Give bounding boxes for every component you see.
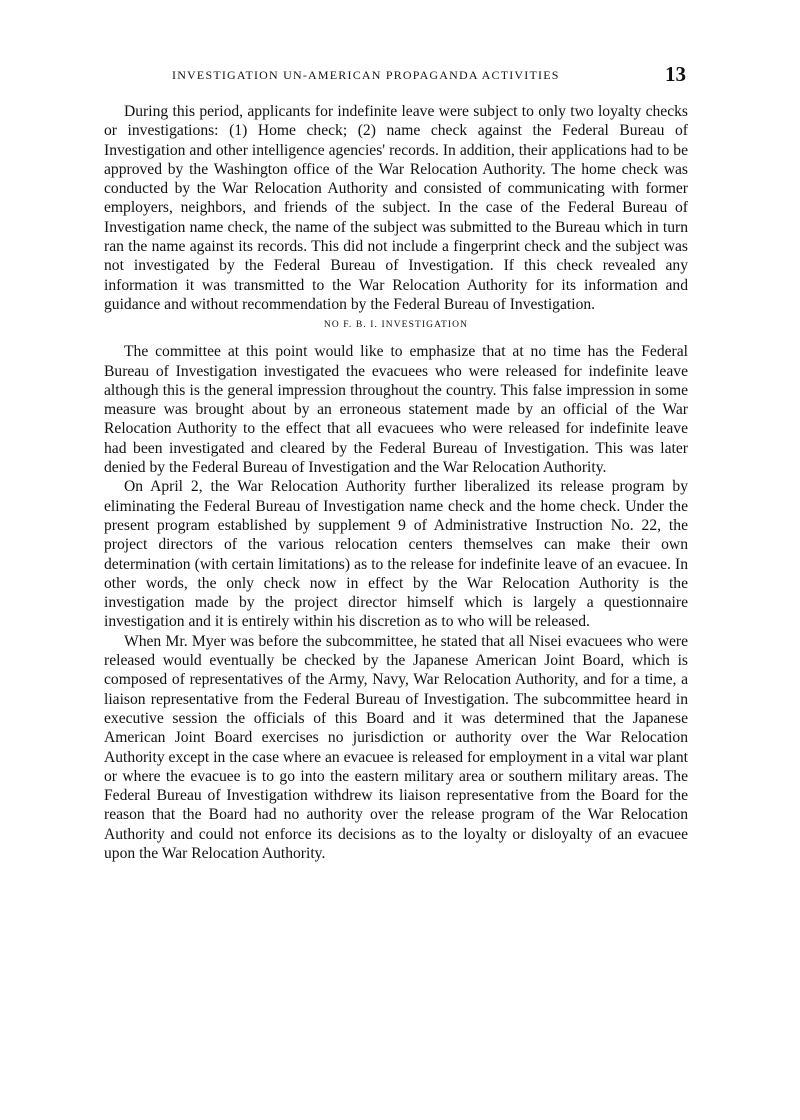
body-text xyxy=(104,102,688,863)
paragraph-committee-emphasis: The committee at this point would like to emphasize that at no time has the Federal Bureau of Investigation investigated the evacuees who were released for indefinite leave although this is the general impression throughout the country. This false impression in some measure was brought about by an erroneous statement made by an official of the War Relocation Authority to the effect that all evacuees who were released for indefinite leave had been investigated and cleared by the Federal Bureau of Investigation. This was later denied by the Federal Bureau of Investigation and the War Relocation Authority. xyxy=(104,343,688,477)
running-title: INVESTIGATION UN-AMERICAN PROPAGANDA ACTIVITIES xyxy=(172,68,560,82)
paragraph-joint-board: When Mr. Myer was before the subcommittee, he stated that all Nisei evacuees who were released would eventually be checked by the Japanese American Joint Board, which is composed of representatives of the Army, Navy, War Relocation Authority, and for a time, a liaison representative from the Federal Bureau of Investigation. The subcommittee heard in executive session the officials of this Board and it was determined that the Japanese American Joint Board exercises no jurisdiction or authority over the War Relocation Authority except in the case where an evacuee is released for employment in a vital war plant or where the evacuee is to go into the eastern military area or southern military areas. The Federal Bureau of Investigation withdrew its liaison representative from the Board for the reason that the Board had no authority over the release program of the War Relocation Authority and could not enforce its decisions as to the loyalty or disloyalty of an evacuee upon the War Relocation Authority. xyxy=(104,632,688,862)
document-page xyxy=(104,62,688,863)
section-heading: NO F. B. I. INVESTIGATION xyxy=(323,320,469,331)
paragraph-april-liberalization: On April 2, the War Relocation Authority further liberalized its release program by eliminating the Federal Bureau of Investigation name check and the home check. Under the present program established by supplement 9 of Administrative Instruction No. 22, the project directors of the various relocation centers themselves can make their own determination (with certain limitations) as to the release for indefinite leave of an evacuee. In other words, the only check now in effect by the War Relocation Authority is the investigation made by the project director himself which is largely a questionnaire investigation and it is entirely within his discretion as to who will be released. xyxy=(104,478,688,631)
paragraph-leave-checks: During this period, applicants for indefinite leave were subject to only two loyalty checks or investigations: (1) Home check; (2) name check against the Federal Bureau of Investigation and other intelligence agencies' records. In addition, their applications had to be approved by the Washington office of the War Relocation Authority. The home check was conducted by the War Relocation Authority and consisted of communicating with former employers, neighbors, and friends of the subject. In the case of the Federal Bureau of Investigation name check, the name of the subject was submitted to the Bureau which in turn ran the name against its records. This did not include a fingerprint check and the subject was not investigated by the Federal Bureau of Investigation. If this check revealed any information it was transmitted to the War Relocation Authority for its information and guidance and without recommendation by the Federal Bureau of Investigation. xyxy=(104,103,688,313)
page-number: 13 xyxy=(665,62,686,86)
running-header xyxy=(104,62,688,92)
